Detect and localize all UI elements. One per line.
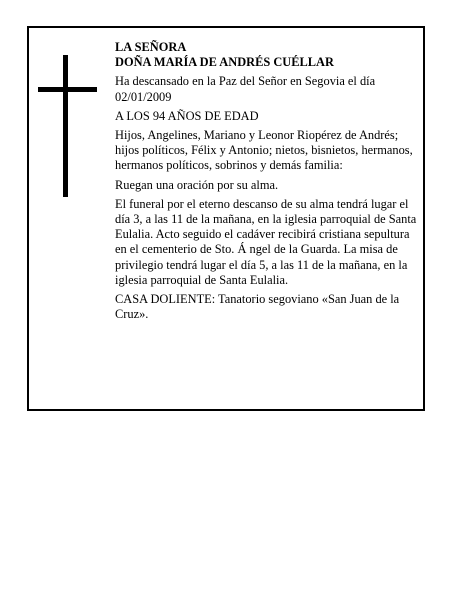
death-statement: Ha descansado en la Paz del Señor en Segovia el día 02/01/2009	[115, 74, 376, 104]
funeral-details: El funeral por el eterno descanso de su alma tendrá lugar el día 3, a las 11 de la mañana, en la iglesia parroquial de Santa Eulalia. Acto seguido el cadáver recibirá cristiana sepultura en el cementerio de Sto. Á ngel de la Guarda. La misa de privilegio tendrá lugar el día 5, a las 11 de la mañana, en la iglesia parroquial de Santa Eulalia.	[115, 196, 417, 287]
obituary-text	[115, 40, 421, 322]
deceased-name: DOÑA MARÍA DE ANDRÉS CUÉLLAR	[115, 55, 334, 70]
cross-vertical-bar	[63, 55, 68, 197]
family-list: Hijos, Angelines, Mariano y Leonor Riopérez de Andrés; hijos políticos, Félix y Antonio; nietos, bisnietos, hermanos, hermanos políticos, sobrinos y demás familia:	[115, 128, 413, 173]
cross-horizontal-bar	[38, 87, 97, 92]
latin-cross-icon	[38, 55, 97, 197]
obituary-title: LA SEÑORA	[115, 40, 187, 54]
mourning-house: CASA DOLIENTE: Tanatorio segoviano «San Juan de la Cruz».	[115, 292, 400, 322]
prayer-request: Ruegan una oración por su alma.	[115, 177, 279, 192]
age-statement: A LOS 94 AÑOS DE EDAD	[115, 108, 259, 123]
